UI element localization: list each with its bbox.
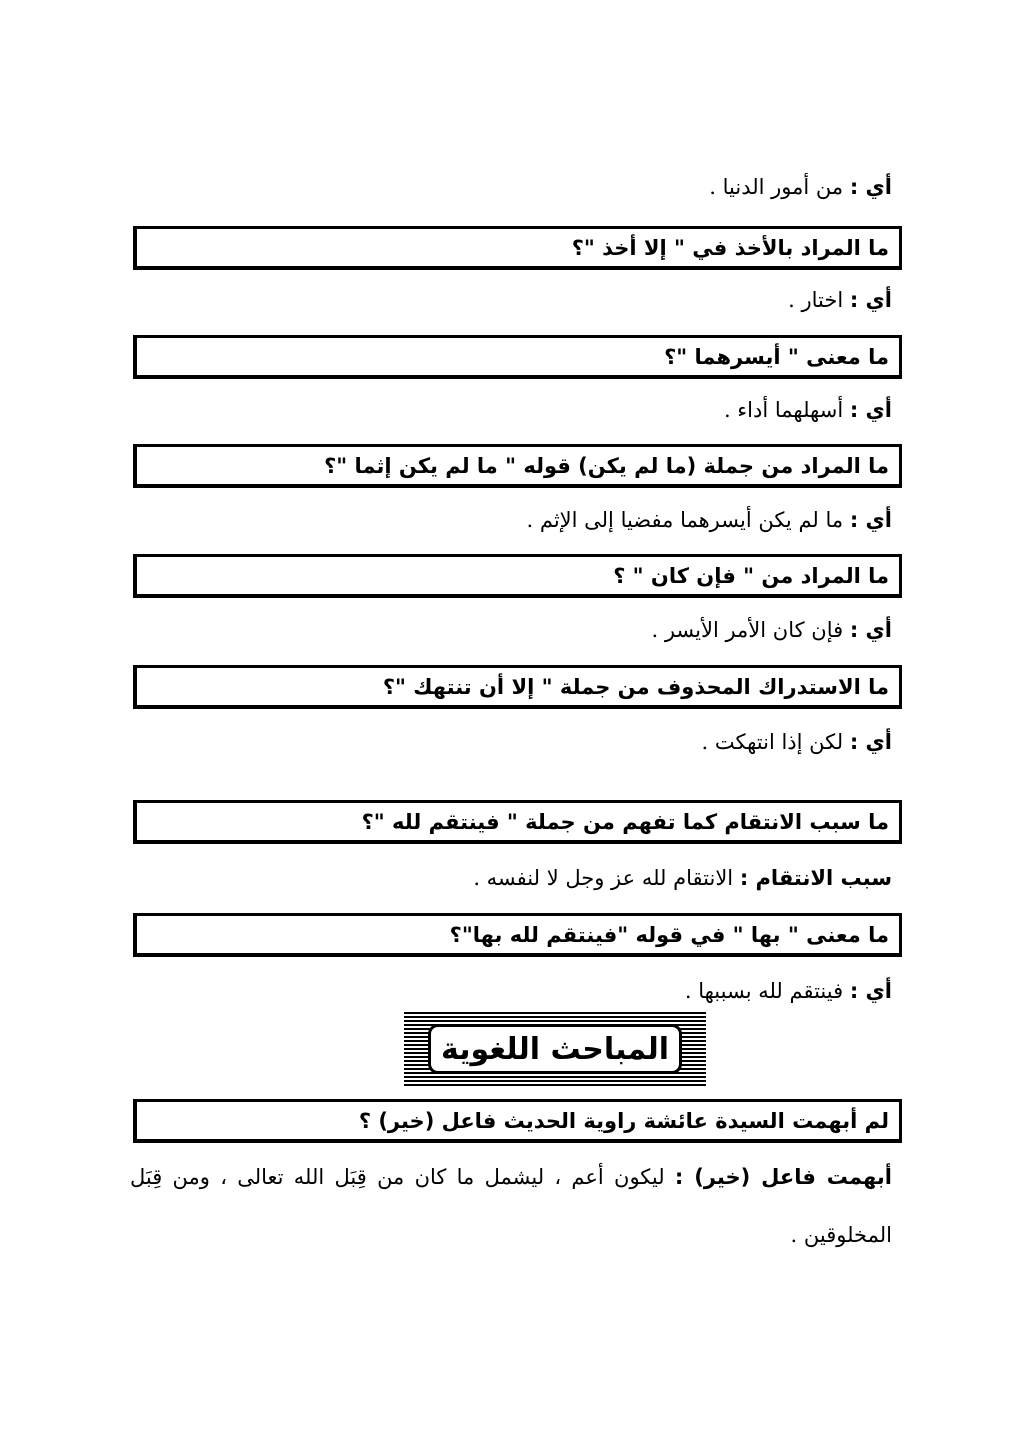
answer-label: أي :	[849, 730, 892, 754]
question-text: ما المراد من " فإن كان " ؟	[613, 563, 889, 588]
answer-label: أي :	[849, 288, 892, 312]
answer-text: من أمور الدنيا .	[709, 175, 844, 199]
question-box	[133, 444, 902, 488]
question-text: ما معنى " بها " في قوله "فينتقم لله بها"؟	[449, 922, 889, 947]
question-box	[133, 665, 902, 709]
question-box	[133, 1099, 902, 1143]
answer-text: ليكون أعم ، ليشمل ما كان من قِبَل الله تعالى ، ومن قِبَل	[130, 1165, 665, 1189]
question-text: ما المراد من جملة (ما لم يكن) قوله " ما لم يكن إثما "؟	[324, 453, 889, 478]
answer-label: أي :	[849, 175, 892, 199]
answer-line	[709, 172, 892, 202]
question-text: ما معنى " أيسرهما "؟	[664, 344, 889, 369]
question-box	[133, 335, 902, 379]
answer-label: أي :	[849, 398, 892, 422]
answer-text: اختار .	[788, 288, 844, 312]
section-banner	[404, 1012, 706, 1086]
question-text: ما المراد بالأخذ في " إلا أخذ "؟	[571, 235, 889, 260]
answer-label: سبب الانتقام :	[739, 866, 892, 890]
answer-line	[702, 727, 892, 757]
question-box	[133, 913, 902, 957]
question-box	[133, 800, 902, 844]
question-box	[133, 554, 902, 598]
answer-paragraph	[130, 1162, 892, 1192]
answer-text: الانتقام لله عز وجل لا لنفسه .	[473, 866, 734, 890]
answer-continuation	[791, 1220, 892, 1250]
question-text: ما سبب الانتقام كما تفهم من جملة " فينتقم لله "؟	[361, 809, 889, 834]
answer-label: أي :	[849, 508, 892, 532]
question-box	[133, 226, 902, 270]
answer-line	[473, 863, 892, 893]
answer-line	[527, 505, 893, 535]
answer-line	[724, 395, 892, 425]
answer-line	[685, 976, 892, 1006]
answer-text: أسهلهما أداء .	[723, 398, 844, 422]
answer-text: فينتقم لله بسببها .	[684, 979, 844, 1003]
answer-label: أي :	[849, 618, 892, 642]
question-text: لم أبهمت السيدة عائشة راوية الحديث فاعل (خير) ؟	[358, 1108, 889, 1133]
answer-label: أبهمت فاعل (خير) :	[674, 1165, 892, 1189]
answer-text: لكن إذا انتهكت .	[701, 730, 844, 754]
question-text: ما الاستدراك المحذوف من جملة " إلا أن تنتهك "؟	[382, 674, 889, 699]
answer-label: أي :	[849, 979, 892, 1003]
answer-text: ما لم يكن أيسرهما مفضيا إلى الإثم .	[526, 508, 844, 532]
section-title: المباحث اللغوية	[428, 1024, 682, 1074]
answer-line	[651, 615, 892, 645]
answer-text: المخلوقين .	[790, 1223, 892, 1247]
answer-line	[788, 285, 892, 315]
answer-text: فإن كان الأمر الأيسر .	[651, 618, 844, 642]
